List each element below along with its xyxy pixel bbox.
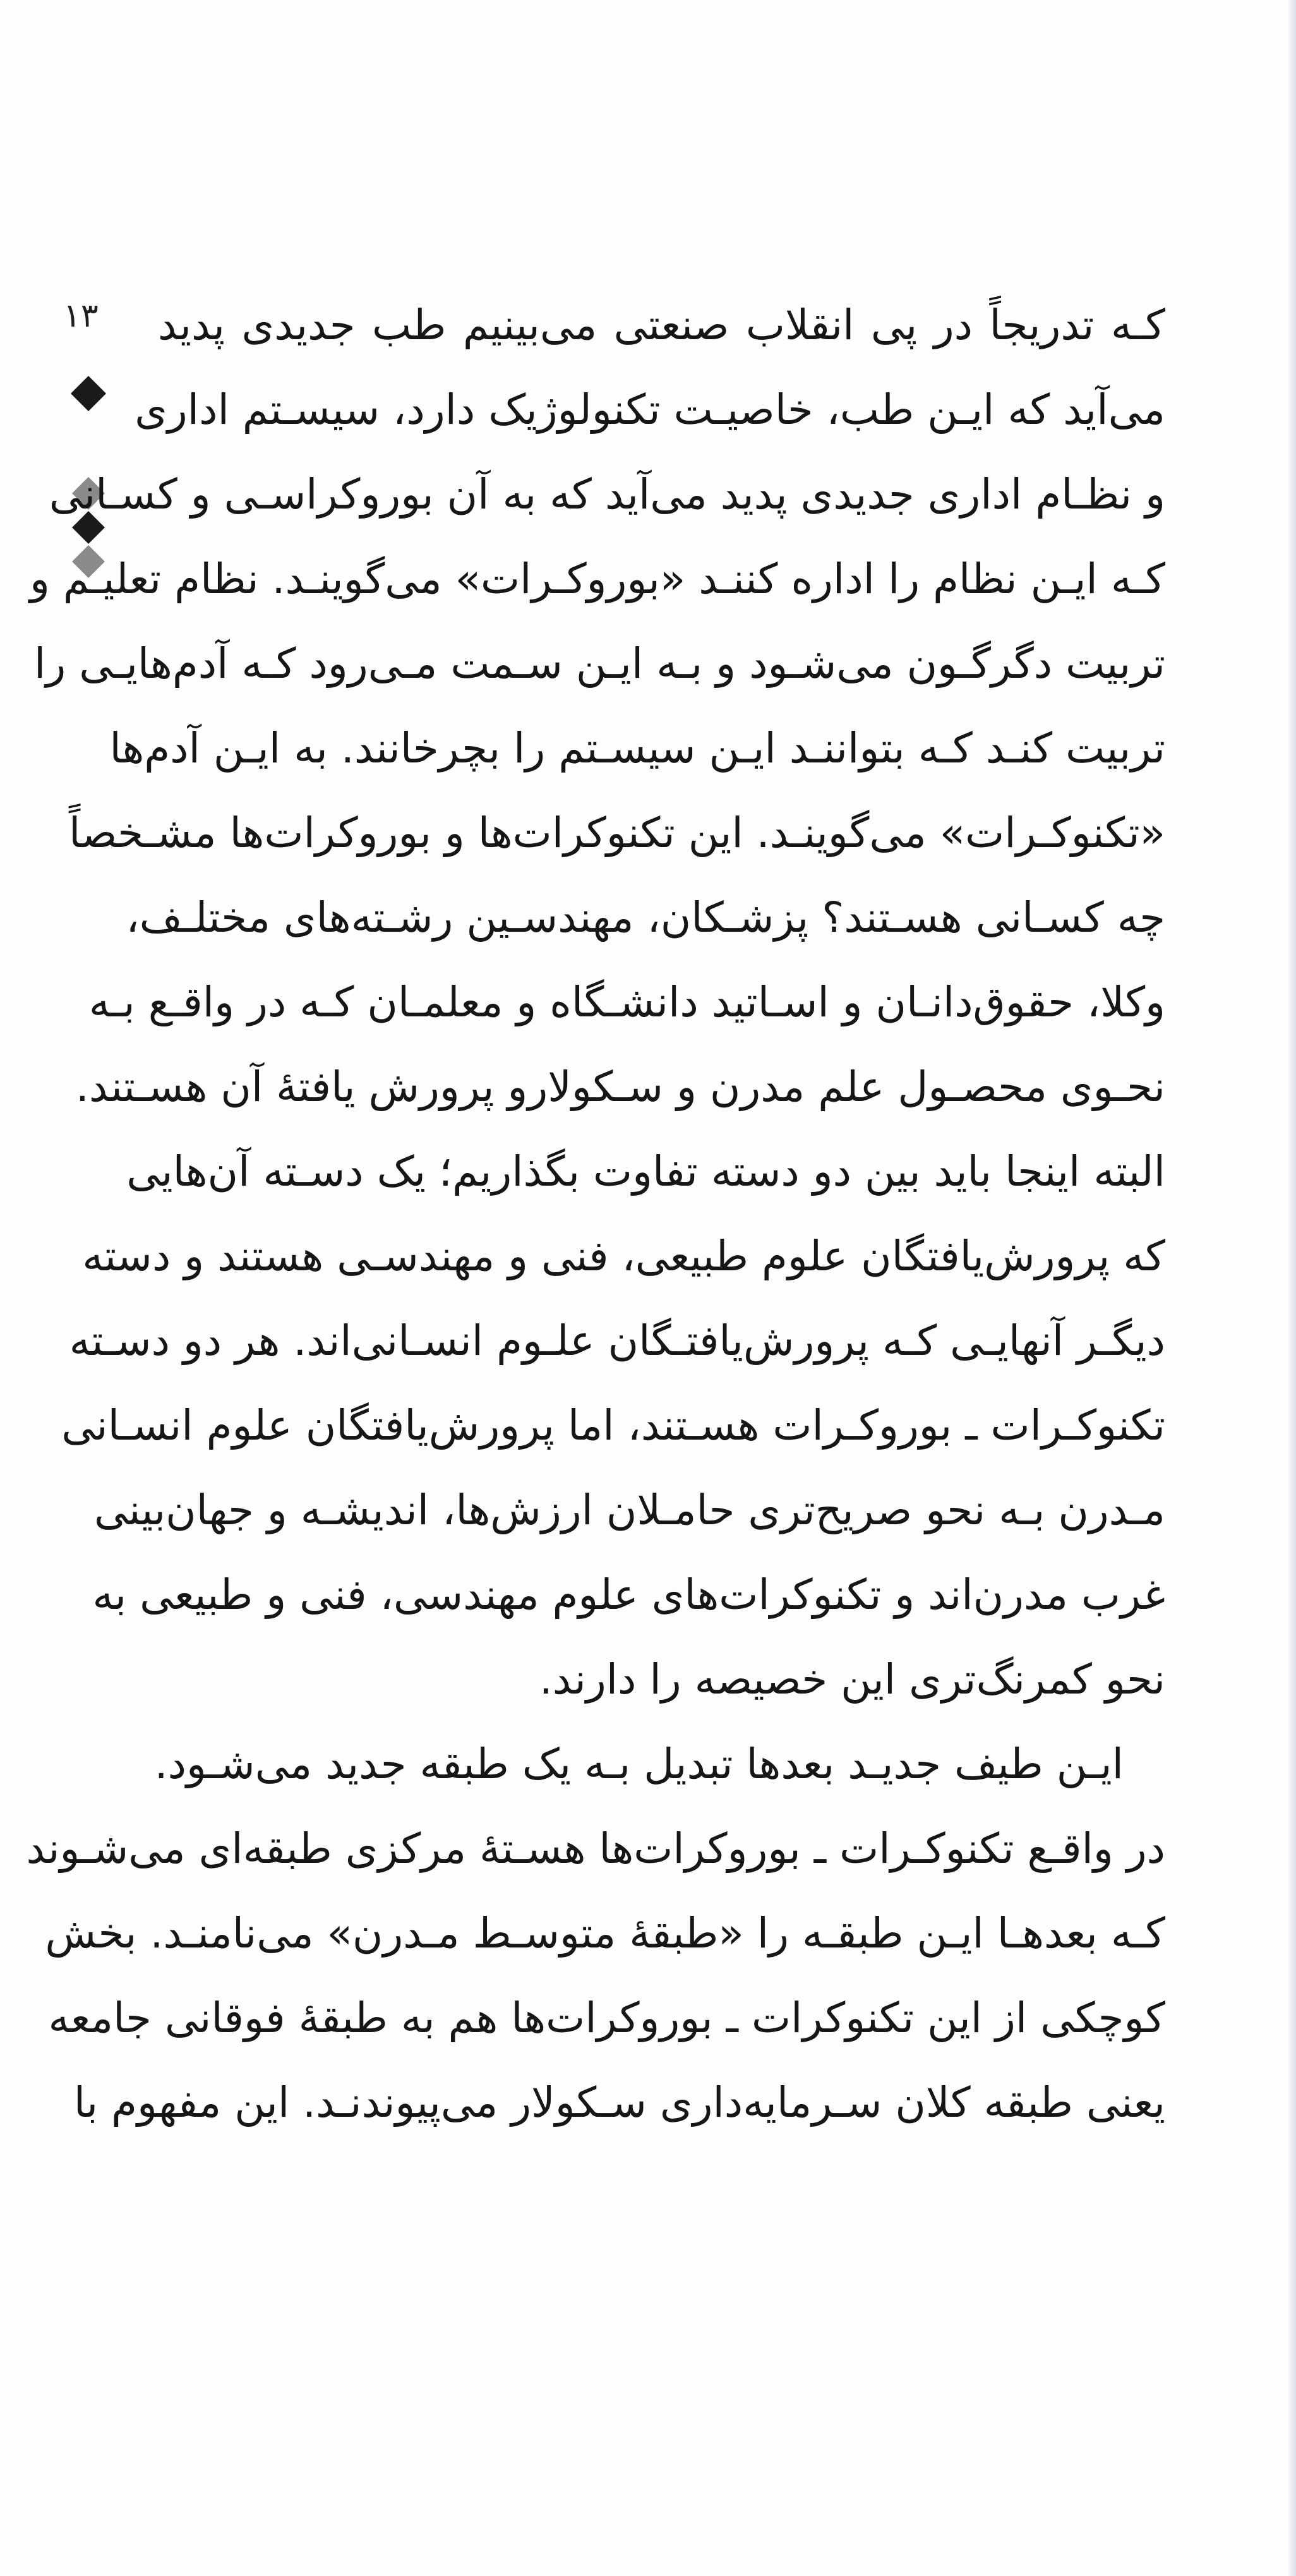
text-line: کوچکی از این تکنوکرات ـ بوروکرات‌ها هم به طبقهٔ فوقانی جامعه <box>48 1994 1165 2042</box>
text-line: در واقـع تکنوکـرات ـ بوروکرات‌ها هسـتهٔ مرکزی طبقه‌ای می‌شـوند <box>26 1824 1165 1873</box>
text-line: نحو کمرنگ‌تری این خصیصه را دارند. <box>539 1655 1165 1704</box>
text-line: دیگـر آنهایـی کـه پرورش‌یافتـگان علـوم انسـانی‌اند. هر دو دسـته <box>69 1316 1165 1365</box>
text-line: کـه ایـن نظام را اداره کننـد «بوروکـرات» می‌گوینـد. نظام تعلیـم و <box>30 555 1165 603</box>
text-line: البته اینجا باید بین دو دسته تفاوت بگذاریم؛ یک دسـته آن‌هایی <box>126 1147 1165 1196</box>
text-line: نحـوی محصـول علم مدرن و سـکولارو پرورش یافتهٔ آن هسـتند. <box>75 1062 1165 1111</box>
text-line: غرب مدرن‌اند و تکنوکرات‌های علوم مهندسی، فنی و طبیعی به <box>92 1570 1165 1619</box>
text-line: وکلا، حقوق‌دانـان و اسـاتید دانشـگاه و معلمـان کـه در واقـع بـه <box>88 978 1165 1026</box>
text-line: می‌آید که ایـن طب، خاصیـت تکنولوژیک دارد، سیسـتم اداری <box>135 385 1165 434</box>
text-line: «تکنوکـرات» می‌گوینـد. این تکنوکرات‌ها و بوروکرات‌ها مشـخصاً <box>68 809 1165 857</box>
text-line: مـدرن بـه نحو صریح‌تری حامـلان ارزش‌ها، اندیشـه و جهان‌بینی <box>93 1486 1165 1534</box>
text-line: تربیت دگرگـون می‌شـود و بـه ایـن سـمت مـی‌رود کـه آدم‌هایـی را <box>34 639 1165 688</box>
text-line: و نظـام اداری جدیدی پدید می‌آید که به آن بوروکراسـی و کسـانی <box>49 470 1165 519</box>
text-line: چه کسـانی هسـتند؟ پزشـکان، مهندسـین رشـته‌های مختلـف، <box>126 893 1165 942</box>
text-line: تکنوکـرات ـ بوروکـرات هسـتند، اما پرورش‌یافتگان علوم انسـانی <box>61 1401 1165 1450</box>
text-line: که پرورش‌یافتگان علوم طبیعی، فنی و مهندسـی هستند و دسته <box>82 1232 1165 1280</box>
text-line: کـه بعدهـا ایـن طبقـه را «طبقهٔ متوسـط مـدرن» می‌نامنـد. بخش <box>45 1909 1165 1958</box>
page-edge-shadow <box>1287 0 1296 2576</box>
text-line: یعنی طبقه کلان سـرمایه‌داری سـکولار می‌پیوندنـد. این مفهوم با <box>73 2078 1165 2127</box>
text-line: ایـن طیف جدیـد بعدها تبدیل بـه یک طبقه جدید می‌شـود. <box>154 1740 1124 1788</box>
text-line: کـه تدریجاً در پی انقلاب صنعتی می‌بینیم طب جدیدی پدید <box>158 301 1165 349</box>
text-line: تربیت کنـد کـه بتواننـد ایـن سیسـتم را بچرخانند. به ایـن آدم‌ها <box>109 724 1165 773</box>
page-number: ۱۳ <box>63 297 99 335</box>
